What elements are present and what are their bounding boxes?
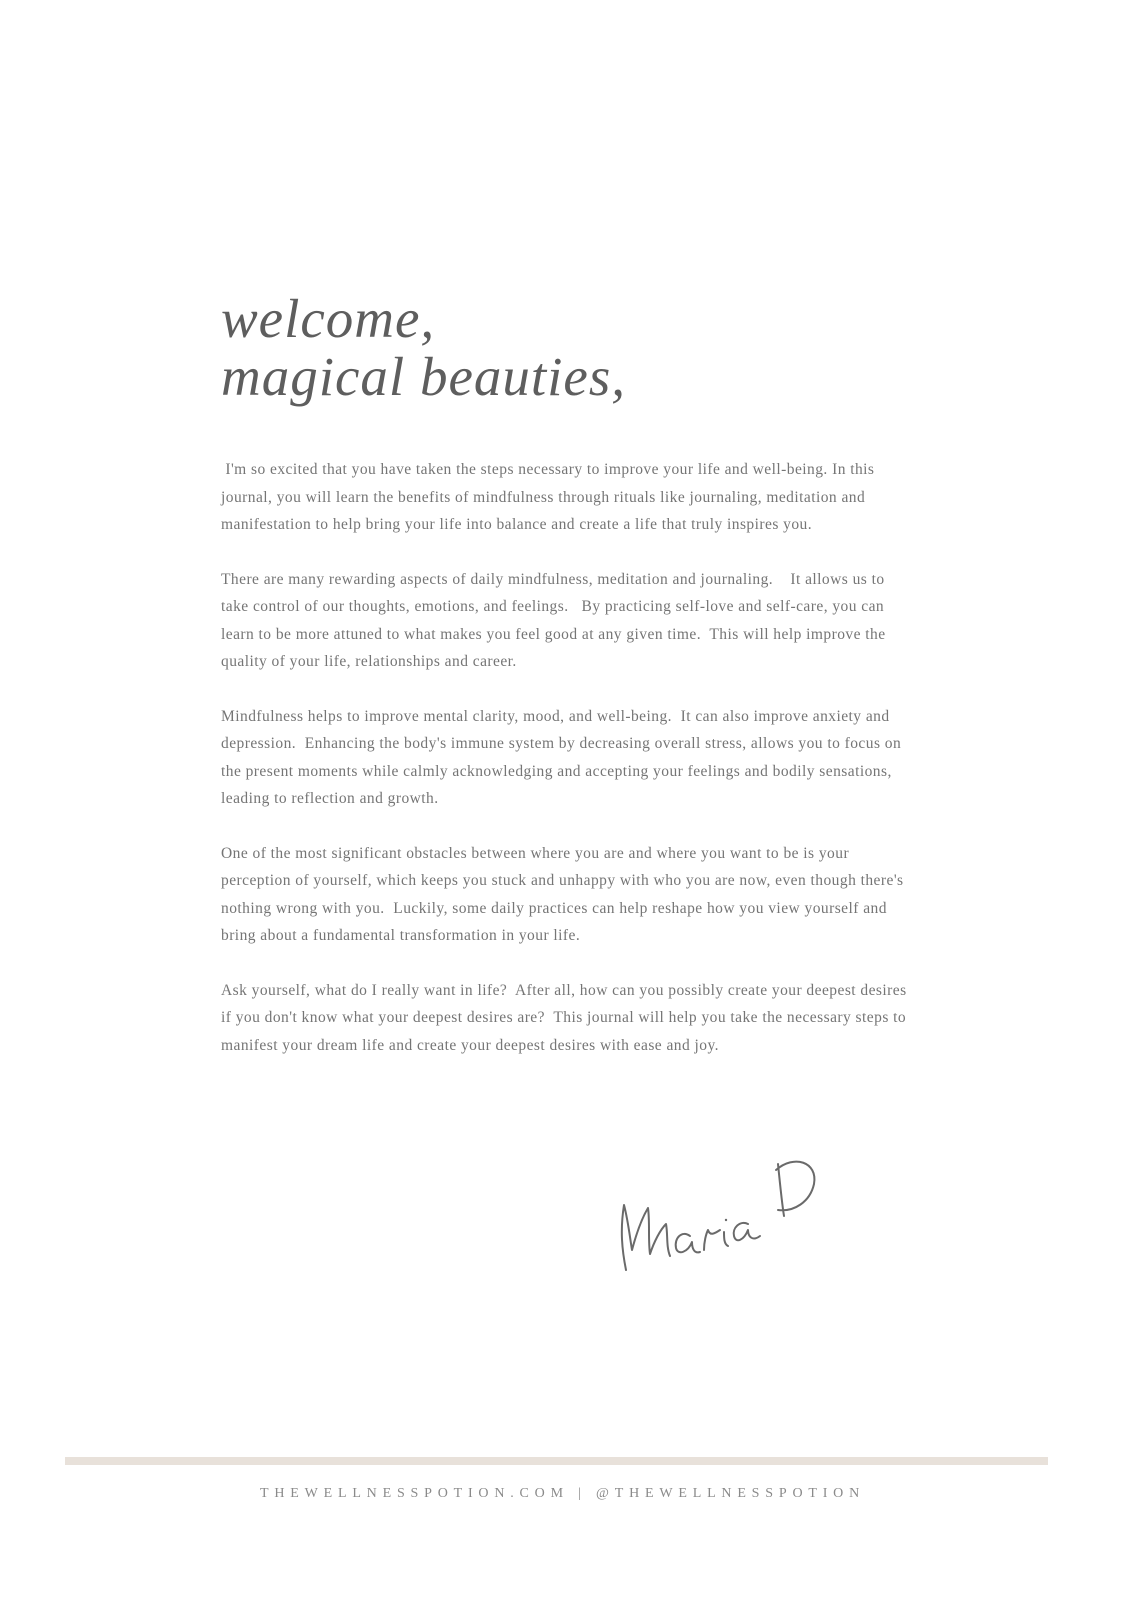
paragraph-closing: Ask yourself, what do I really want in life? After all, how can you possibly create your deepest desires if you don't know what your deepest desires are? This journal will help you take the necessary steps to manifest your dream life and create your deepest desires with ease and joy. [221,981,911,1054]
footer-divider [65,1457,1048,1465]
paragraph-obstacles: One of the most significant obstacles between where you are and where you want to be is your perception of yourself, which keeps you stuck and unhappy with who you are now, even though there's nothing wrong with you. Luckily, some daily practices can help reshape how you view yourself and bring about a fundamental transformation in your life. [221,844,908,944]
page-title-line-1: welcome, [221,288,436,349]
footer-website-handle: THEWELLNESSPOTION.COM | @THEWELLNESSPOTION [260,1486,865,1501]
paragraph-benefits: There are many rewarding aspects of daily mindfulness, meditation and journaling. It allows us to take control of our thoughts, emotions, and feelings. By practicing self-love and self-care, you can learn to be more attuned to what makes you feel good at any given time. This will help improve the quality of your life, relationships and career. [221,570,890,670]
paragraph-intro: I'm so excited that you have taken the steps necessary to improve your life and well-being. In this journal, you will learn the benefits of mindfulness through rituals like journaling, meditation and manifestation to help bring your life into balance and create a life that truly inspires you. [221,461,879,533]
welcome-letter [221,456,911,1086]
handwritten-signature [618,1150,838,1280]
page-title [221,290,626,406]
page-title-line-2: magical beauties, [221,346,626,407]
paragraph-mindfulness: Mindfulness helps to improve mental clarity, mood, and well-being. It can also improve anxiety and depression. Enhancing the body's immune system by decreasing overall stress, allows you to focus on the present moments while calmly acknowledging and accepting your feelings and bodily sensations, leading to reflection and growth. [221,707,906,807]
